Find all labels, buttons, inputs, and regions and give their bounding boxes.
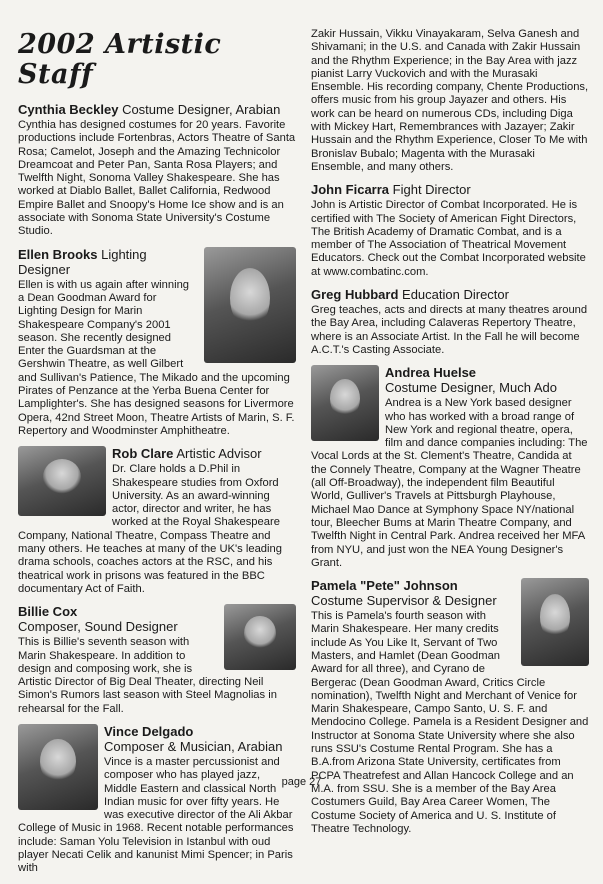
staff-role: Artistic Advisor — [176, 446, 262, 462]
staff-entry-ellen-brooks — [18, 247, 296, 439]
staff-role: Fight Director — [392, 182, 471, 198]
staff-name: Andrea Huelse — [385, 365, 477, 381]
staff-entry-andrea-huelse — [311, 365, 589, 570]
staff-bio: John is Artistic Director of Combat Incorporated. He is certified with The Society of American Fight Directors, The British Academy of Dramatic Combat, and is a member of The Association of Theatrical Movement Educators. Check out the Combat Incorporated website at www.combatinc.com. — [311, 199, 586, 278]
staff-name: Pamela "Pete" Johnson — [311, 578, 458, 594]
staff-role: Costume Designer, Much Ado — [385, 380, 557, 396]
staff-entry-vince-delgado-continued — [311, 28, 589, 174]
staff-role: Education Director — [402, 287, 509, 303]
staff-name: Billie Cox — [18, 604, 78, 620]
staff-role: Composer & Musician, Arabian — [104, 738, 283, 754]
headshot-photo — [521, 578, 589, 666]
staff-bio: Greg teaches, acts and directs at many theatres around the Bay Area, including Calaveras Repertory Theatre, where is an Associate Artist. In the Fall he will become A.C.T.'s Casting Associate. — [311, 304, 588, 356]
headshot-photo — [18, 446, 106, 516]
staff-name: Vince Delgado — [104, 723, 194, 739]
staff-bio: Andrea is a New York based designer who has worked with a broad range of New York and regional theatre, opera, film and dance companies including: The Vocal Lords at the St. Clement's Theatre, Candida at the Connely Theatre, Company at the Wagner Theatre (all Off-Broadway), the independent film Beautiful World, Gulliver's Travels at Pittsburgh Playhouse, Michael Mao Dance at Symphony Space NY/national tour, Bleecher Bums at Marin Theatre Company, and Twelfth Night in Central Park. Andrea received her MFA from NYU, and just won the NEA Young Designer's Grant. — [311, 397, 588, 569]
left-column — [18, 0, 296, 884]
staff-entry-rob-clare — [18, 446, 296, 596]
staff-entry-cynthia-beckley — [18, 102, 296, 239]
staff-bio: Cynthia has designed costumes for 20 years. Favorite productions include Fortenbras, Actors Theatre of Santa Rosa; Camelot, Joseph and the Amazing Technicolor Dreamcoat and Peter Pan, Santa Rosa Players; and Twelfth Night, Sonoma Valley Shakespeare. She has worked at Diablo Ballet, Ballet California, Redwood Empire Ballet and Snoopy's Home Ice show and is an associate with Sonoma State University's Costume Studio. — [18, 119, 296, 238]
staff-bio: Dr. Clare holds a D.Phil in Shakespeare studies from Oxford University. As an award-winning actor, director and writer, he has worked at the Royal Shakespeare Company, National Theatre, Compass Theatre and many others. He teaches at many of the UK's leading drama schools, coaches actors at the RSC, and his theatrical work in prisons was featured in the BBC documentary Act of Faith. — [18, 463, 282, 595]
headshot-photo — [311, 365, 379, 441]
page-title: 2002 Artistic Staff — [18, 29, 222, 90]
staff-name: John Ficarra — [311, 182, 390, 198]
headshot-photo — [18, 724, 98, 810]
staff-bio-continued: Zakir Hussain, Vikku Vinayakaram, Selva Ganesh and Shivamani; in the U.S. and Canada with Zakir Hussain and the Rhythm Experience; in the Bay Area with jazz pianist Larry Vuckovich and with the Murasaki Ensemble. His recording company, Chente Productions, offers music from his group Jayazer and others. His work can be heard on numerous CDs, including Diga with Mickey Hart, Remembrances with Jazayer; Zakir Hussain and the Rhythm Experience, Closer To Me with Bronislav Bubalo; Magenta with the Murasaki Ensemble, and many others. — [311, 28, 589, 173]
staff-role: Composer, Sound Designer — [18, 619, 178, 635]
staff-bio: Vince is a master percussionist and composer who has played jazz, Middle Eastern and classical North Indian music for over fifty years. He was executive director of the Ali Akbar College of Music in 1968. Recent notable performances include: Saman Yolu Television in Istanbul with oud player Necati Celik and kanunist Mimi Spencer; in Paris with — [18, 755, 294, 875]
staff-name: Ellen Brooks — [18, 246, 98, 262]
staff-role: Lighting Designer — [18, 246, 147, 277]
staff-name: Rob Clare — [112, 446, 174, 462]
right-column — [311, 28, 589, 844]
staff-role: Costume Designer, Arabian — [122, 102, 281, 117]
staff-entry-billie-cox — [18, 604, 296, 716]
staff-entry-john-ficarra — [311, 182, 589, 279]
page-number: page 27 — [281, 776, 322, 788]
staff-role: Costume Supervisor & Designer — [311, 593, 497, 609]
staff-bio: Ellen is with us again after winning a Dean Goodman Award for Lighting Design for Marin Shakespeare Company's 2001 season. She recently designed Enter the Guardsman at the Gershwin Theatre, as well Gilbert and Sullivan's Patience, The Mikado and the upcoming Pirates of Penzance at the Yerba Buena Center for Lamplighter's. She has designed seasons for Livermore Opera, 42nd Street Moon, Theatre Artists of Marin, S. F. Repertory and Woodminster Amphitheatre. — [18, 278, 295, 437]
headshot-photo — [204, 247, 296, 363]
staff-entry-pamela-johnson — [311, 578, 589, 836]
staff-bio: This is Billie's seventh season with Marin Shakespeare. In addition to design and composing work, she is Artistic Director of Big Deal Theater, directing Neil Simon's Rumors last season with Steel Magnolias in rehearsal for the Fall. — [18, 636, 277, 715]
staff-name: Greg Hubbard — [311, 287, 399, 303]
staff-name: Cynthia Beckley — [18, 102, 119, 117]
headshot-photo — [224, 604, 296, 670]
staff-entry-greg-hubbard — [311, 287, 589, 357]
staff-bio: This is Pamela's fourth season with Marin Shakespeare. Her many credits include As You Like It, Servant of Two Masters, and Hamlet (Dean Goodman Award for all three), and Cyrano de Bergerac (Dean Goodman Award, Critics Circle nomination), Twelfth Night and Merchant of Venice for Marin Shakespeare, Campo Santo, U. S. F. and Mendocino College. Pamela is a Resident Designer and Instructor at Sonoma State University where she also runs SSU's Costume Rental Program. She has a B.A.from Arizona State University, certificates from PCPA Theatrefest and Allan Hancock College and an M.A. from SSU. She is a member of the Bay Area Costumers Guild, Bay Area Career Women, The Costume Society of America and U. S. Institute of Theatre Technology. — [311, 610, 589, 835]
